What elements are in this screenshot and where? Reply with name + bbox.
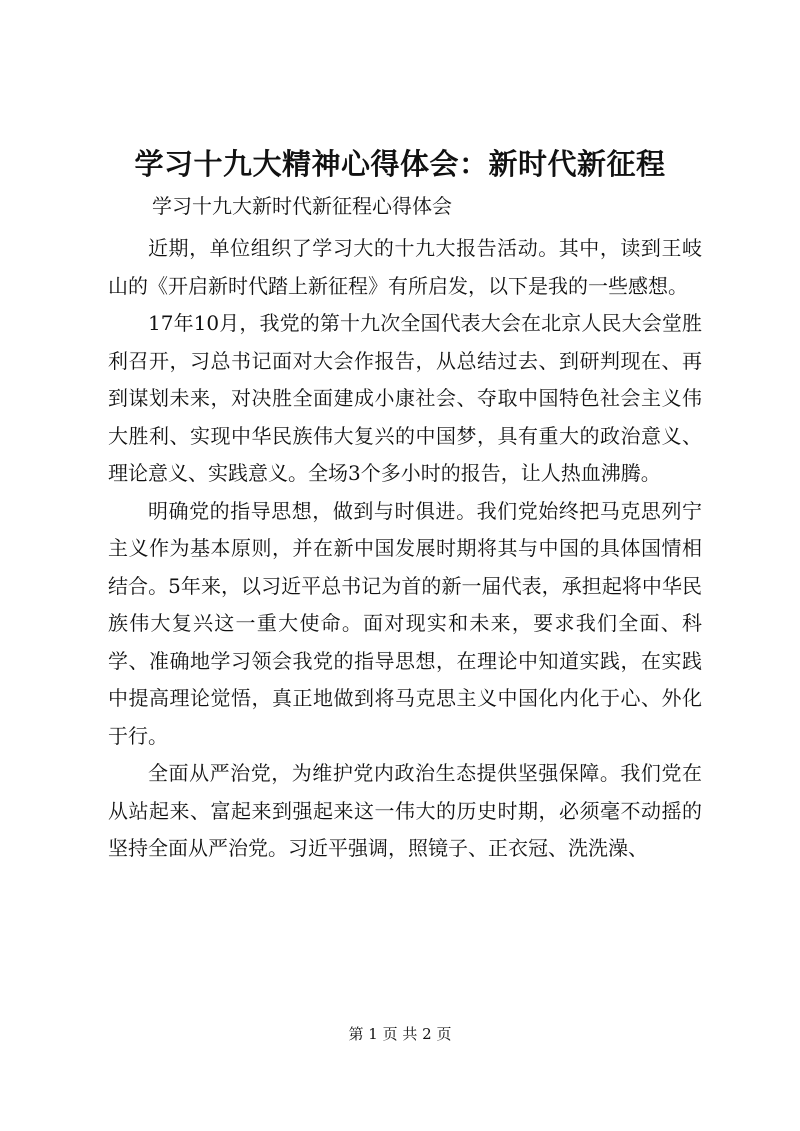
document-subtitle: 学习十九大新时代新征程心得体会 [152,194,452,218]
document-title: 学习十九大精神心得体会：新时代新征程 [134,147,666,181]
paragraph: 近期，单位组织了学习大的十九大报告活动。其中，读到王岐山的《开启新时代踏上新征程》有所启发，以下是我的一些感想。 [108,236,702,298]
paragraph: 明确党的指导思想，做到与时俱进。我们党始终把马克思列宁主义作为基本原则，并在新中国发展时期将其与中国的具体国情相结合。5年来，以习近平总书记为首的新一届代表，承担起将中华民族伟大复兴这一重大使命。面对现实和未来，要求我们全面、科学、准确地学习领会我党的指导思想，在理论中知道实践，在实践中提高理论觉悟，真正地做到将马克思主义中国化内化于心、外化于行。 [108,498,702,748]
page-number-footer: 第 1 页 共 2 页 [348,1025,452,1043]
paragraph: 17年10月，我党的第十九次全国代表大会在北京人民大会堂胜利召开，习总书记面对大会作报告，从总结过去、到研判现在、再到谋划未来，对决胜全面建成小康社会、夺取中国特色社会主义伟大胜利、实现中华民族伟大复兴的中国梦，具有重大的政治意义、理论意义、实践意义。全场3个多小时的报告，让人热血沸腾。 [108,311,702,485]
document-body [108,230,702,868]
paragraph: 全面从严治党，为维护党内政治生态提供坚强保障。我们党在从站起来、富起来到强起来这一伟大的历史时期，必须毫不动摇的坚持全面从严治党。习近平强调，照镜子、正衣冠、洗洗澡、 [108,761,702,860]
